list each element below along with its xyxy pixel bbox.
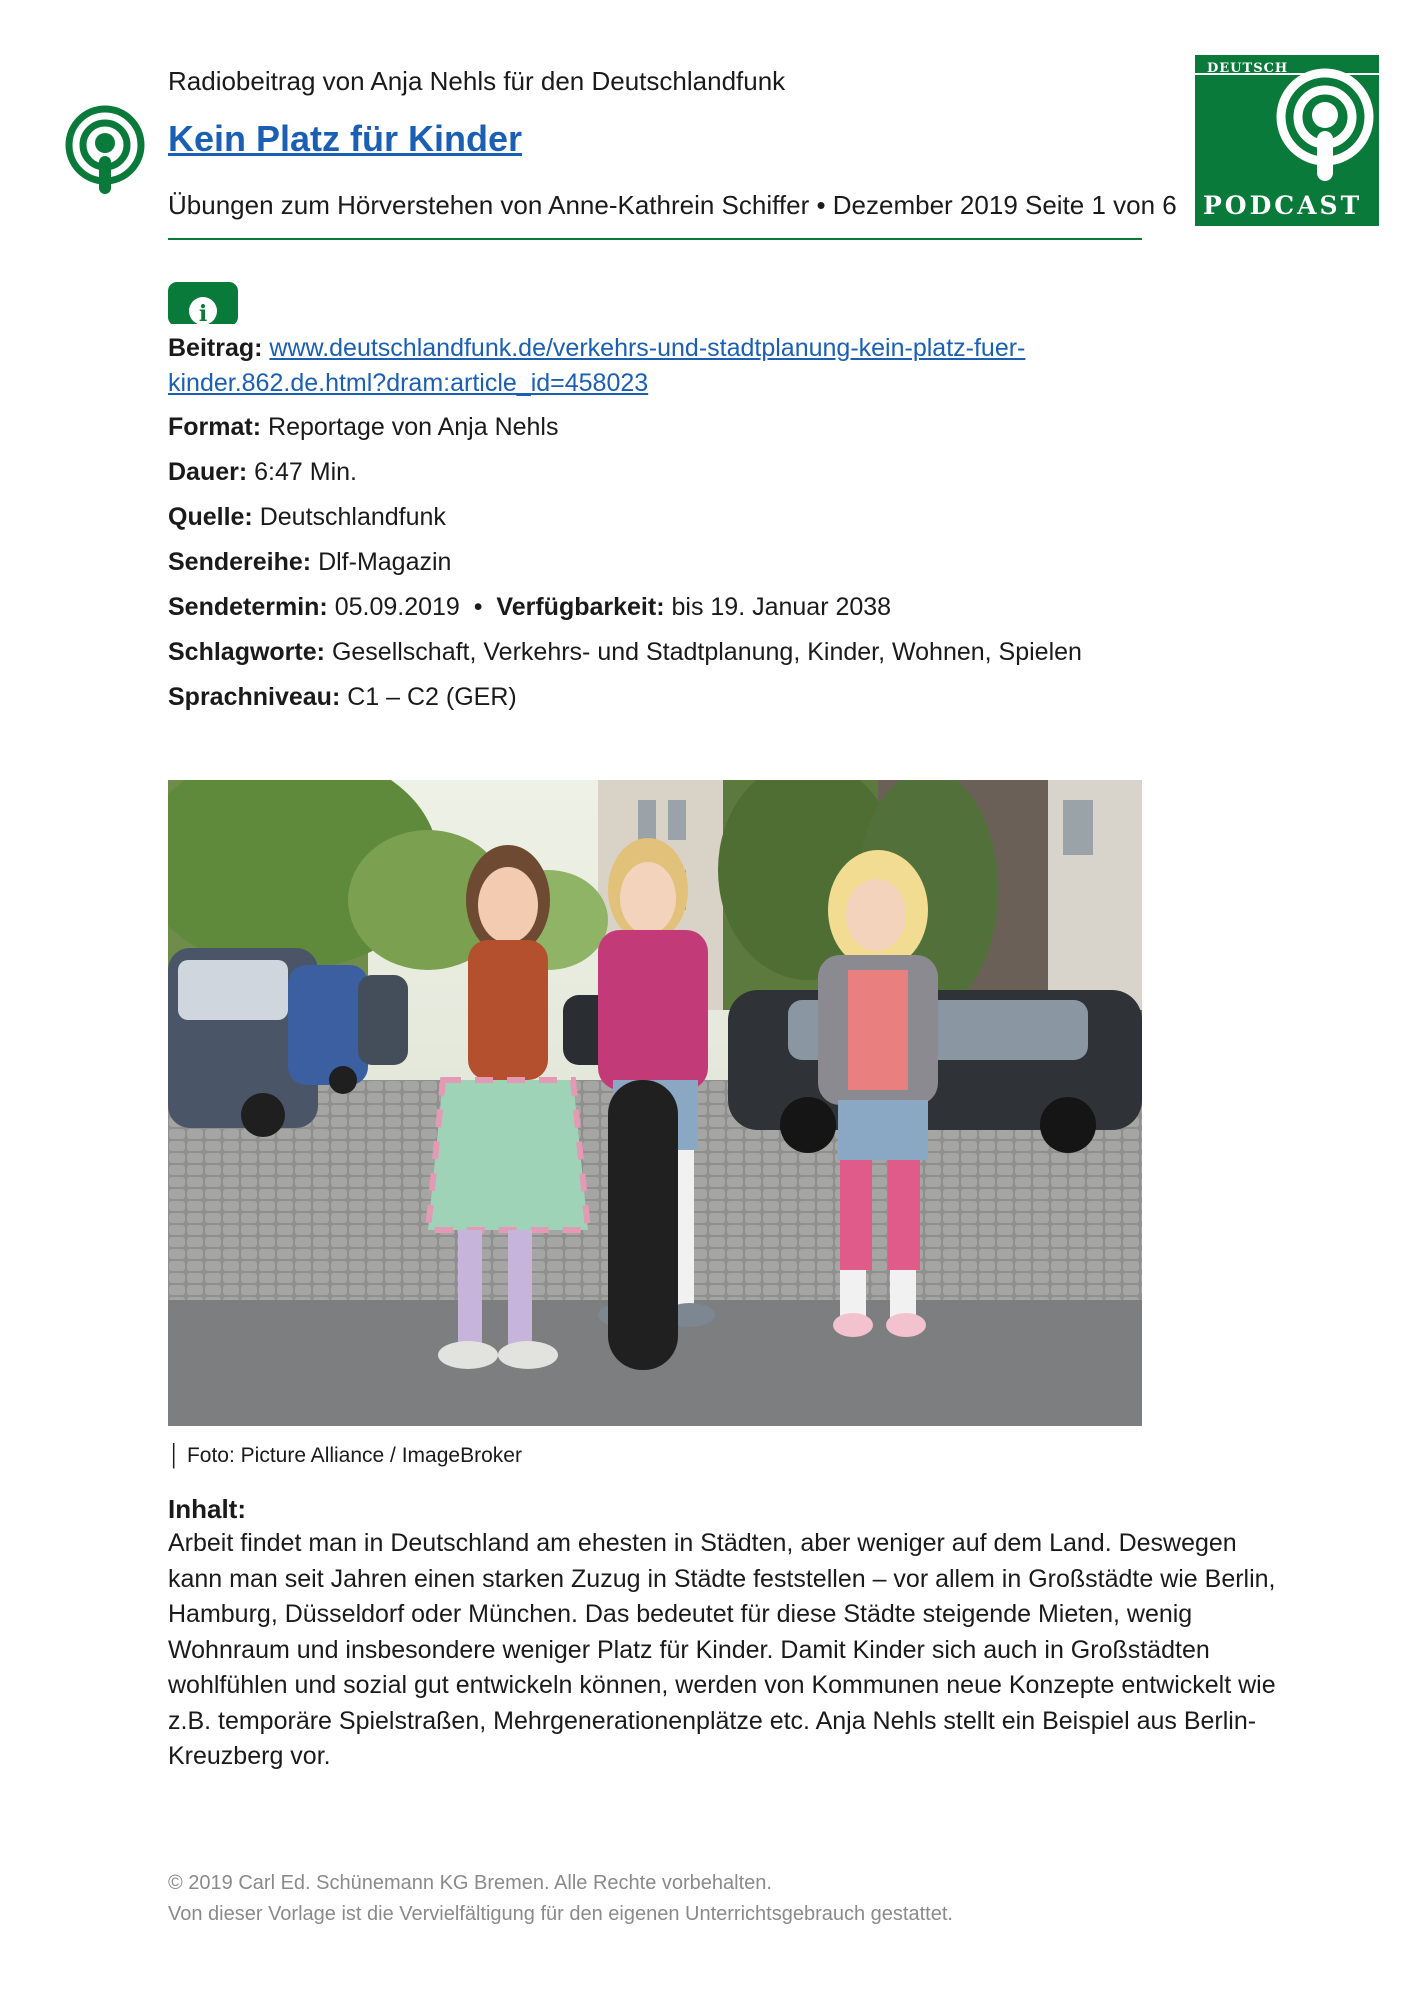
sendereihe-label: Sendereihe: [168,548,312,576]
podcast-icon [64,104,146,196]
meta-quelle [168,503,446,532]
sendereihe-value: Dlf-Magazin [318,548,452,576]
deutsch-podcast-logo [1195,55,1379,226]
dauer-label: Dauer: [168,458,248,486]
meta-dauer [168,458,357,487]
beitrag-label: Beitrag: [168,334,263,362]
exercise-info-line: Übungen zum Hörverstehen von Anne-Kathrein Schiffer • Dezember 2019 Seite 1 von 6 [168,190,1177,220]
meta-format [168,413,558,442]
format-label: Format: [168,413,262,441]
meta-beitrag [168,331,1025,401]
meta-sendereihe [168,548,451,577]
dauer-value: 6:47 Min. [254,458,357,486]
logo-top-text: DEUTSCH [1207,61,1289,76]
verfuegbarkeit-label: Verfügbarkeit: [496,593,665,621]
header-subtitle: Radiobeitrag von Anja Nehls für den Deutschlandfunk [168,66,786,96]
beitrag-link[interactable] [168,334,1025,397]
header-divider [168,238,1142,240]
svg-text:i: i [198,301,208,324]
photo-children-street [168,780,1142,1426]
quelle-label: Quelle: [168,503,253,531]
beitrag-link-line2[interactable]: kinder.862.de.html?dram:article_id=458023 [168,369,649,397]
footer-usage-note: Von dieser Vorlage ist die Vervielfältigung für den eigenen Unterrichtsgebrauch gestattet. [168,1903,953,1925]
footer-copyright: © 2019 Carl Ed. Schünemann KG Bremen. Alle Rechte vorbehalten. [168,1872,772,1894]
separator-bullet: • [473,593,483,621]
sendetermin-label: Sendetermin: [168,593,328,621]
inhalt-text: Arbeit findet man in Deutschland am ehesten in Städten, aber weniger auf dem Land. Deswegen kann man seit Jahren einen starken Zuzug in Städte feststellen – vor allem in Großstädte wie Berlin, Hamburg, Düsseldorf oder München. Das bedeutet für diese Städte steigende Mieten, wenig Wohnraum und insbesondere weniger Platz für Kinder. Damit Kinder sich auch in Großstädten wohlfühlen und sozial gut entwickeln können, werden von Kommunen neue Konzepte entwickelt wie z.B. temporäre Spielstraßen, Mehrgenerationenplätze etc. Anja Nehls stellt ein Beispiel aus Berlin-Kreuzberg vor. [168,1529,1276,1770]
quelle-value: Deutschlandfunk [259,503,446,531]
format-value: Reportage von Anja Nehls [268,413,559,441]
sendetermin-value: 05.09.2019 [334,593,460,621]
schlagworte-value: Gesellschaft, Verkehrs- und Stadtplanung, Kinder, Wohnen, Spielen [331,638,1082,666]
schlagworte-label: Schlagworte: [168,638,325,666]
meta-sendetermin [168,593,891,622]
photo-caption: │ Foto: Picture Alliance / ImageBroker [168,1444,522,1467]
beitrag-link-line1[interactable]: www.deutschlandfunk.de/verkehrs-und-stadtplanung-kein-platz-fuer- [269,334,1026,362]
info-icon [168,282,238,324]
meta-sprachniveau [168,683,517,712]
page-title[interactable]: Kein Platz für Kinder [168,118,523,159]
meta-schlagworte [168,638,1082,667]
inhalt-heading: Inhalt: [168,1494,246,1524]
sprachniveau-label: Sprachniveau: [168,683,341,711]
sprachniveau-value: C1 – C2 (GER) [347,683,517,711]
verfuegbarkeit-value: bis 19. Januar 2038 [671,593,892,621]
logo-bottom-text: PODCAST [1203,191,1363,220]
